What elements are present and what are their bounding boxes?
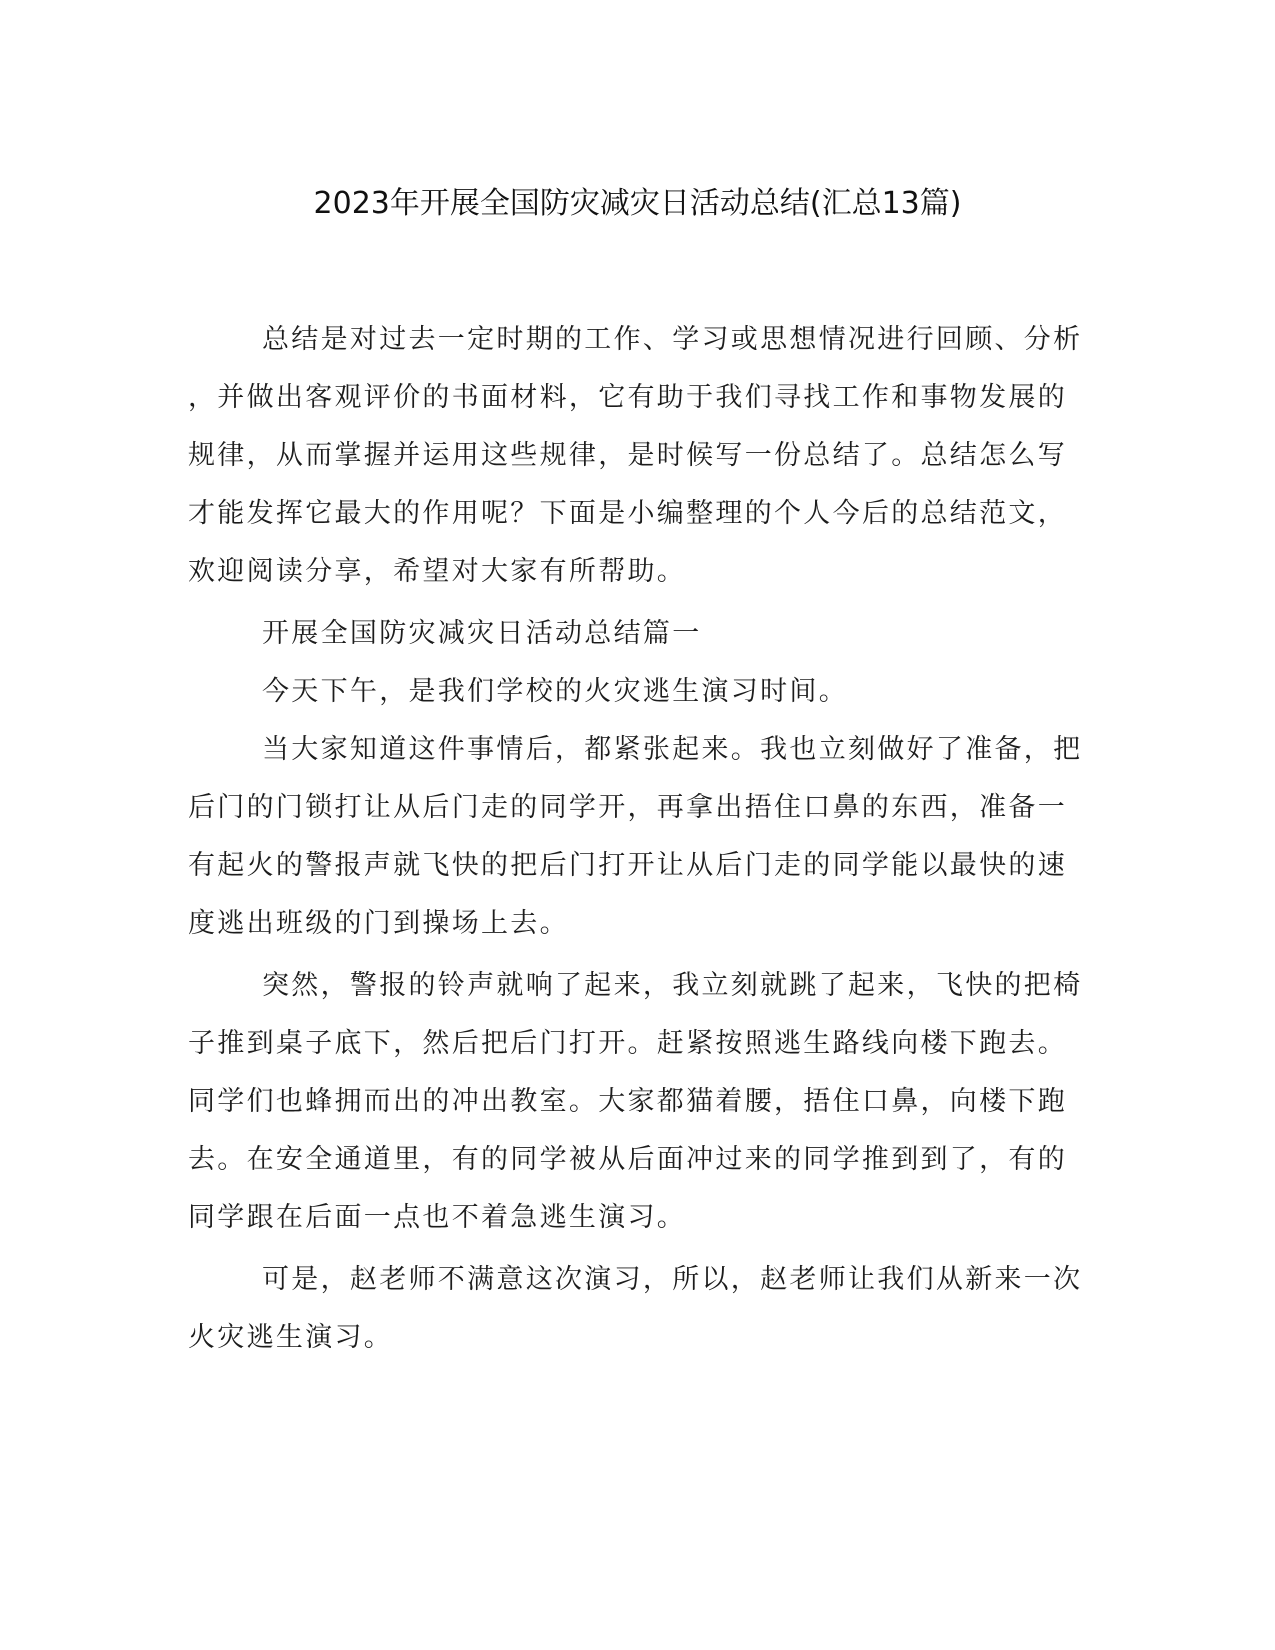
text-line: 规律，从而掌握并运用这些规律，是时候写一份总结了。总结怎么写 <box>188 440 1067 471</box>
text-line: 同学跟在后面一点也不着急逃生演习。 <box>188 1202 687 1233</box>
text-line: 度逃出班级的门到操场上去。 <box>188 908 569 939</box>
text-line: 欢迎阅读分享，希望对大家有所帮助。 <box>188 556 687 587</box>
text-line: 子推到桌子底下，然后把后门打开。赶紧按照逃生路线向楼下跑去。 <box>188 1028 1067 1059</box>
text-line: 同学们也蜂拥而出的冲出教室。大家都猫着腰，捂住口鼻，向楼下跑 <box>188 1086 1067 1117</box>
text-line: ，并做出客观评价的书面材料，它有助于我们寻找工作和事物发展的 <box>188 382 1067 413</box>
text-line: 有起火的警报声就飞快的把后门打开让从后门走的同学能以最快的速 <box>188 850 1067 881</box>
document-title: 2023年开展全国防灾减灾日活动总结(汇总13篇) <box>313 186 962 221</box>
text-line: 总结是对过去一定时期的工作、学习或思想情况进行回顾、分析 <box>262 324 1083 355</box>
text-line: 当大家知道这件事情后，都紧张起来。我也立刻做好了准备，把 <box>262 734 1083 765</box>
text-line: 突然，警报的铃声就响了起来，我立刻就跳了起来，飞快的把椅 <box>262 970 1083 1001</box>
text-line: 可是，赵老师不满意这次演习，所以，赵老师让我们从新来一次 <box>262 1264 1083 1295</box>
text-line: 开展全国防灾减灾日活动总结篇一 <box>262 618 702 649</box>
text-line: 火灾逃生演习。 <box>188 1322 394 1353</box>
text-line: 才能发挥它最大的作用呢？下面是小编整理的个人今后的总结范文， <box>188 498 1067 529</box>
text-line: 去。在安全通道里，有的同学被从后面冲过来的同学推到到了，有的 <box>188 1144 1067 1175</box>
text-line: 后门的门锁打让从后门走的同学开，再拿出捂住口鼻的东西，准备一 <box>188 792 1067 823</box>
text-line: 今天下午，是我们学校的火灾逃生演习时间。 <box>262 676 848 707</box>
